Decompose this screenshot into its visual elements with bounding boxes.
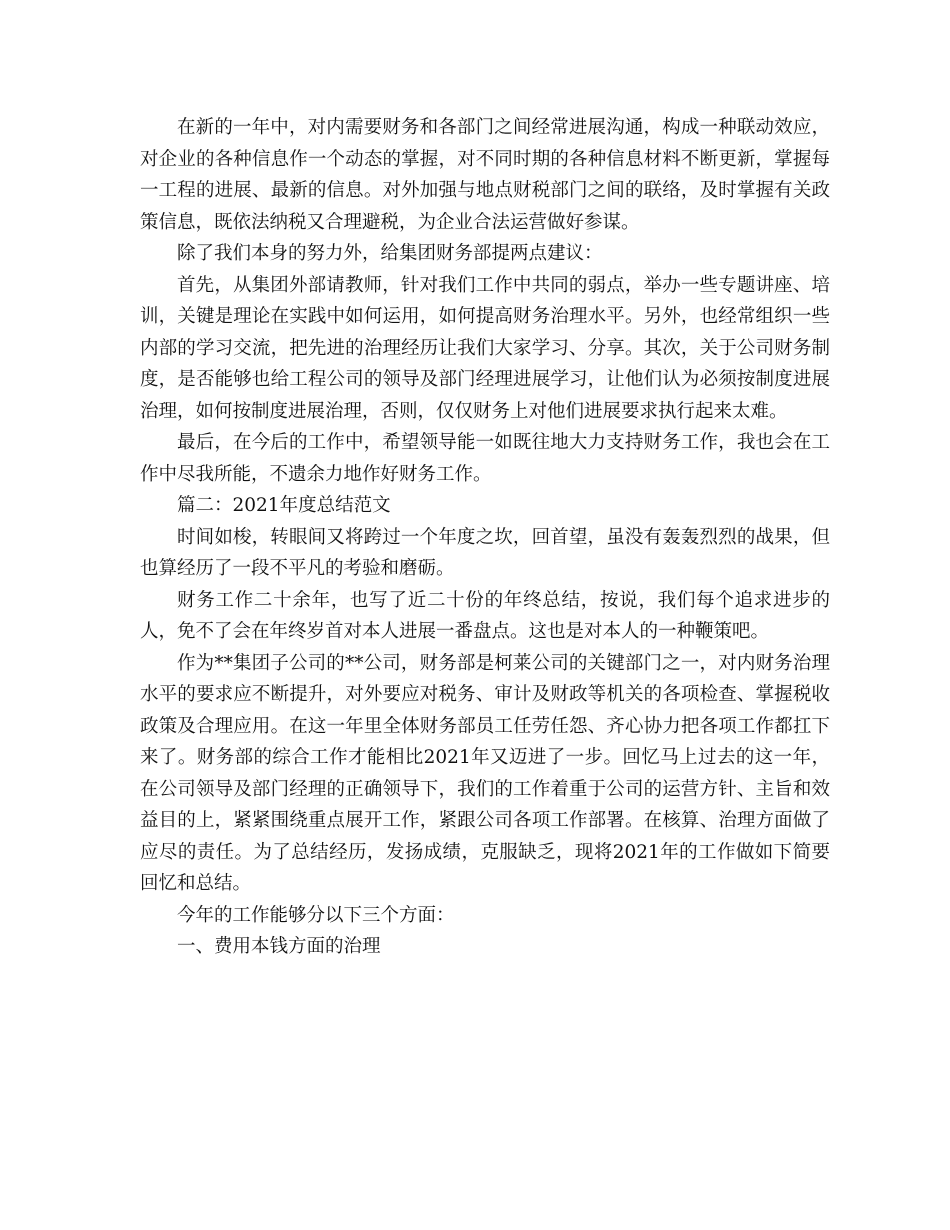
document-page — [140, 112, 830, 963]
paragraph-annual-summary: 财务工作二十余年，也写了近二十份的年终总结，按说，我们每个追求进步的人，免不了会在年终岁首对本人进展一番盘点。这也是对本人的一种鞭策吧。 — [140, 589, 830, 642]
section-heading-cost-management: 一、费用本钱方面的治理 — [177, 936, 381, 957]
paragraph-finance-department: 作为**集团子公司的**公司，财务部是柯莱公司的关键部门之一，对内财务治理水平的要求应不断提升，对外要应对税务、审计及财政等机关的各项检查、掌握税收政策及合理应用。在这一年里全体财务部员工任劳任怨、齐心协力把各项工作都扛下来了。财务部的综合工作才能相比2021年又迈进了一步。回忆马上过去的这一年，在公司领导及部门经理的正确领导下，我们的工作着重于公司的运营方针、主旨和效益目的上，紧紧围绕重点展开工作，紧跟公司各项工作部署。在核算、治理方面做了应尽的责任。为了总结经历，发扬成绩，克服缺乏，现将2021年的工作做如下简要回忆和总结。 — [140, 652, 830, 894]
paragraph-three-aspects: 今年的工作能够分以下三个方面： — [177, 904, 455, 926]
paragraph-plan-communication: 在新的一年中，对内需要财务和各部门之间经常进展沟通，构成一种联动效应，对企业的各种信息作一个动态的掌握，对不同时期的各种信息材料不断更新，掌握每一工程的进展、最新的信息。对外加强与地点财税部门之间的联络，及时掌握有关政策信息，既依法纳税又合理避税，为企业合法运营做好参谋。 — [140, 117, 830, 233]
section-heading-part-two: 篇二：2021年度总结范文 — [177, 495, 391, 516]
paragraph-suggestions-intro: 除了我们本身的努力外，给集团财务部提两点建议： — [177, 243, 603, 264]
paragraph-year-review-intro: 时间如梭，转眼间又将跨过一个年度之坎，回首望，虽没有轰轰烈烈的战果，但也算经历了一段不平凡的考验和磨砺。 — [140, 526, 830, 579]
paragraph-closing-request: 最后，在今后的工作中，希望领导能一如既往地大力支持财务工作，我也会在工作中尽我所能，不遗余力地作好财务工作。 — [140, 432, 830, 485]
paragraph-suggestion-training: 首先，从集团外部请教师，针对我们工作中共同的弱点，举办一些专题讲座、培训，关键是理论在实践中如何运用，如何提高财务治理水平。另外，也经常组织一些内部的学习交流，把先进的治理经历让我们大家学习、分享。其次，关于公司财务制度，是否能够也给工程公司的领导及部门经理进展学习，让他们认为必须按制度进展治理，如何按制度进展治理，否则，仅仅财务上对他们进展要求执行起来太难。 — [140, 274, 830, 422]
